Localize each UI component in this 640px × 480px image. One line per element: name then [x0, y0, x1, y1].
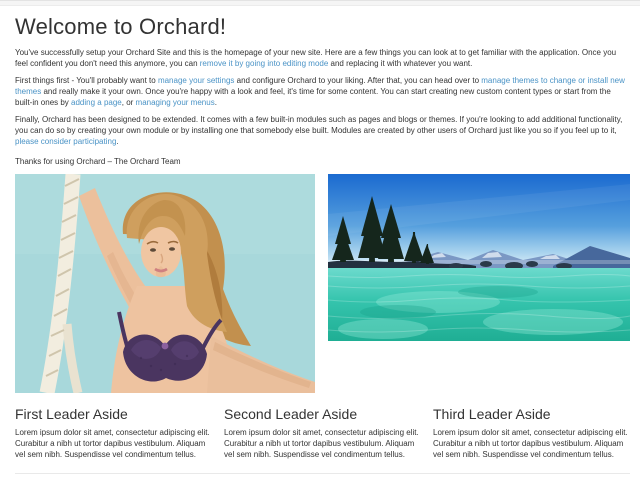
- paragraph-text: and really make it your own. Once you're happy with a look and feel, it's time for some content. You can start creating new custom content types or start from the built-in ones by: [15, 87, 611, 107]
- lake-photo: [328, 174, 630, 341]
- aside-title: First Leader Aside: [15, 406, 128, 422]
- aside-body: Lorem ipsum dolor sit amet, consectetur adipiscing elit. Curabitur a nibh ut tortor dapibus vestibulum. Aliquam vel sem nibh. Suspendisse vel condimentum tellus.: [224, 428, 419, 459]
- model-photo: [15, 174, 315, 393]
- page-title: Welcome to Orchard!: [15, 14, 227, 39]
- paragraph-text: and replacing it with whatever you want.: [328, 59, 473, 68]
- paragraph-text: Finally, Orchard has been designed to be extended. It comes with a few built-in modules such as pages and blogs or themes. If you're looking to add additional functionality, you can do so by creating your own module or by installing one that somebody else built. Modules are created by other users of Orchard just like you so if you feel up to it,: [15, 115, 623, 135]
- lake-photo-illustration: [328, 174, 630, 341]
- aside-column-third: [433, 406, 630, 460]
- intro-paragraph-3: [15, 114, 630, 147]
- aside-row: [15, 406, 630, 460]
- inline-link[interactable]: managing your menus: [135, 98, 215, 107]
- paragraph-text: .: [214, 98, 217, 107]
- content-area: [0, 14, 640, 474]
- aside-body: Lorem ipsum dolor sit amet, consectetur adipiscing elit. Curabitur a nibh ut tortor dapibus vestibulum. Aliquam vel sem nibh. Suspendisse vel condimentum tellus.: [15, 428, 210, 459]
- intro-paragraph-1: [15, 47, 630, 69]
- aside-title: Third Leader Aside: [433, 406, 551, 422]
- photo-row: [15, 174, 630, 393]
- paragraph-text: and configure Orchard to your liking. After that, you can head over to: [234, 76, 482, 85]
- top-zone: [0, 0, 640, 6]
- aside-title: Second Leader Aside: [224, 406, 358, 422]
- footer-divider: [15, 473, 630, 474]
- aside-column-first: [15, 406, 212, 460]
- inline-link[interactable]: adding a page: [71, 98, 122, 107]
- aside-body: Lorem ipsum dolor sit amet, consectetur adipiscing elit. Curabitur a nibh ut tortor dapibus vestibulum. Aliquam vel sem nibh. Suspendisse vel condimentum tellus.: [433, 428, 628, 459]
- paragraph-text: First things first - You'll probably want to: [15, 76, 158, 85]
- aside-column-second: [224, 406, 421, 460]
- inline-link[interactable]: manage your settings: [157, 76, 235, 85]
- model-photo-illustration: [15, 174, 315, 393]
- signature-text: Thanks for using Orchard – The Orchard Team: [15, 157, 181, 166]
- paragraph-text: .: [116, 137, 119, 146]
- paragraph-text: , or: [121, 98, 136, 107]
- inline-link[interactable]: remove it by going into editing mode: [199, 59, 329, 68]
- inline-link[interactable]: manage themes to change or install new themes: [15, 76, 625, 96]
- paragraph-text: You've successfully setup your Orchard Site and this is the homepage of your new site. Here are a few things you can look at to get familiar with the application. Once you feel confident you don't need this anymore, you can: [15, 48, 617, 68]
- intro-paragraph-2: [15, 75, 630, 108]
- inline-link[interactable]: please consider participating: [15, 137, 117, 146]
